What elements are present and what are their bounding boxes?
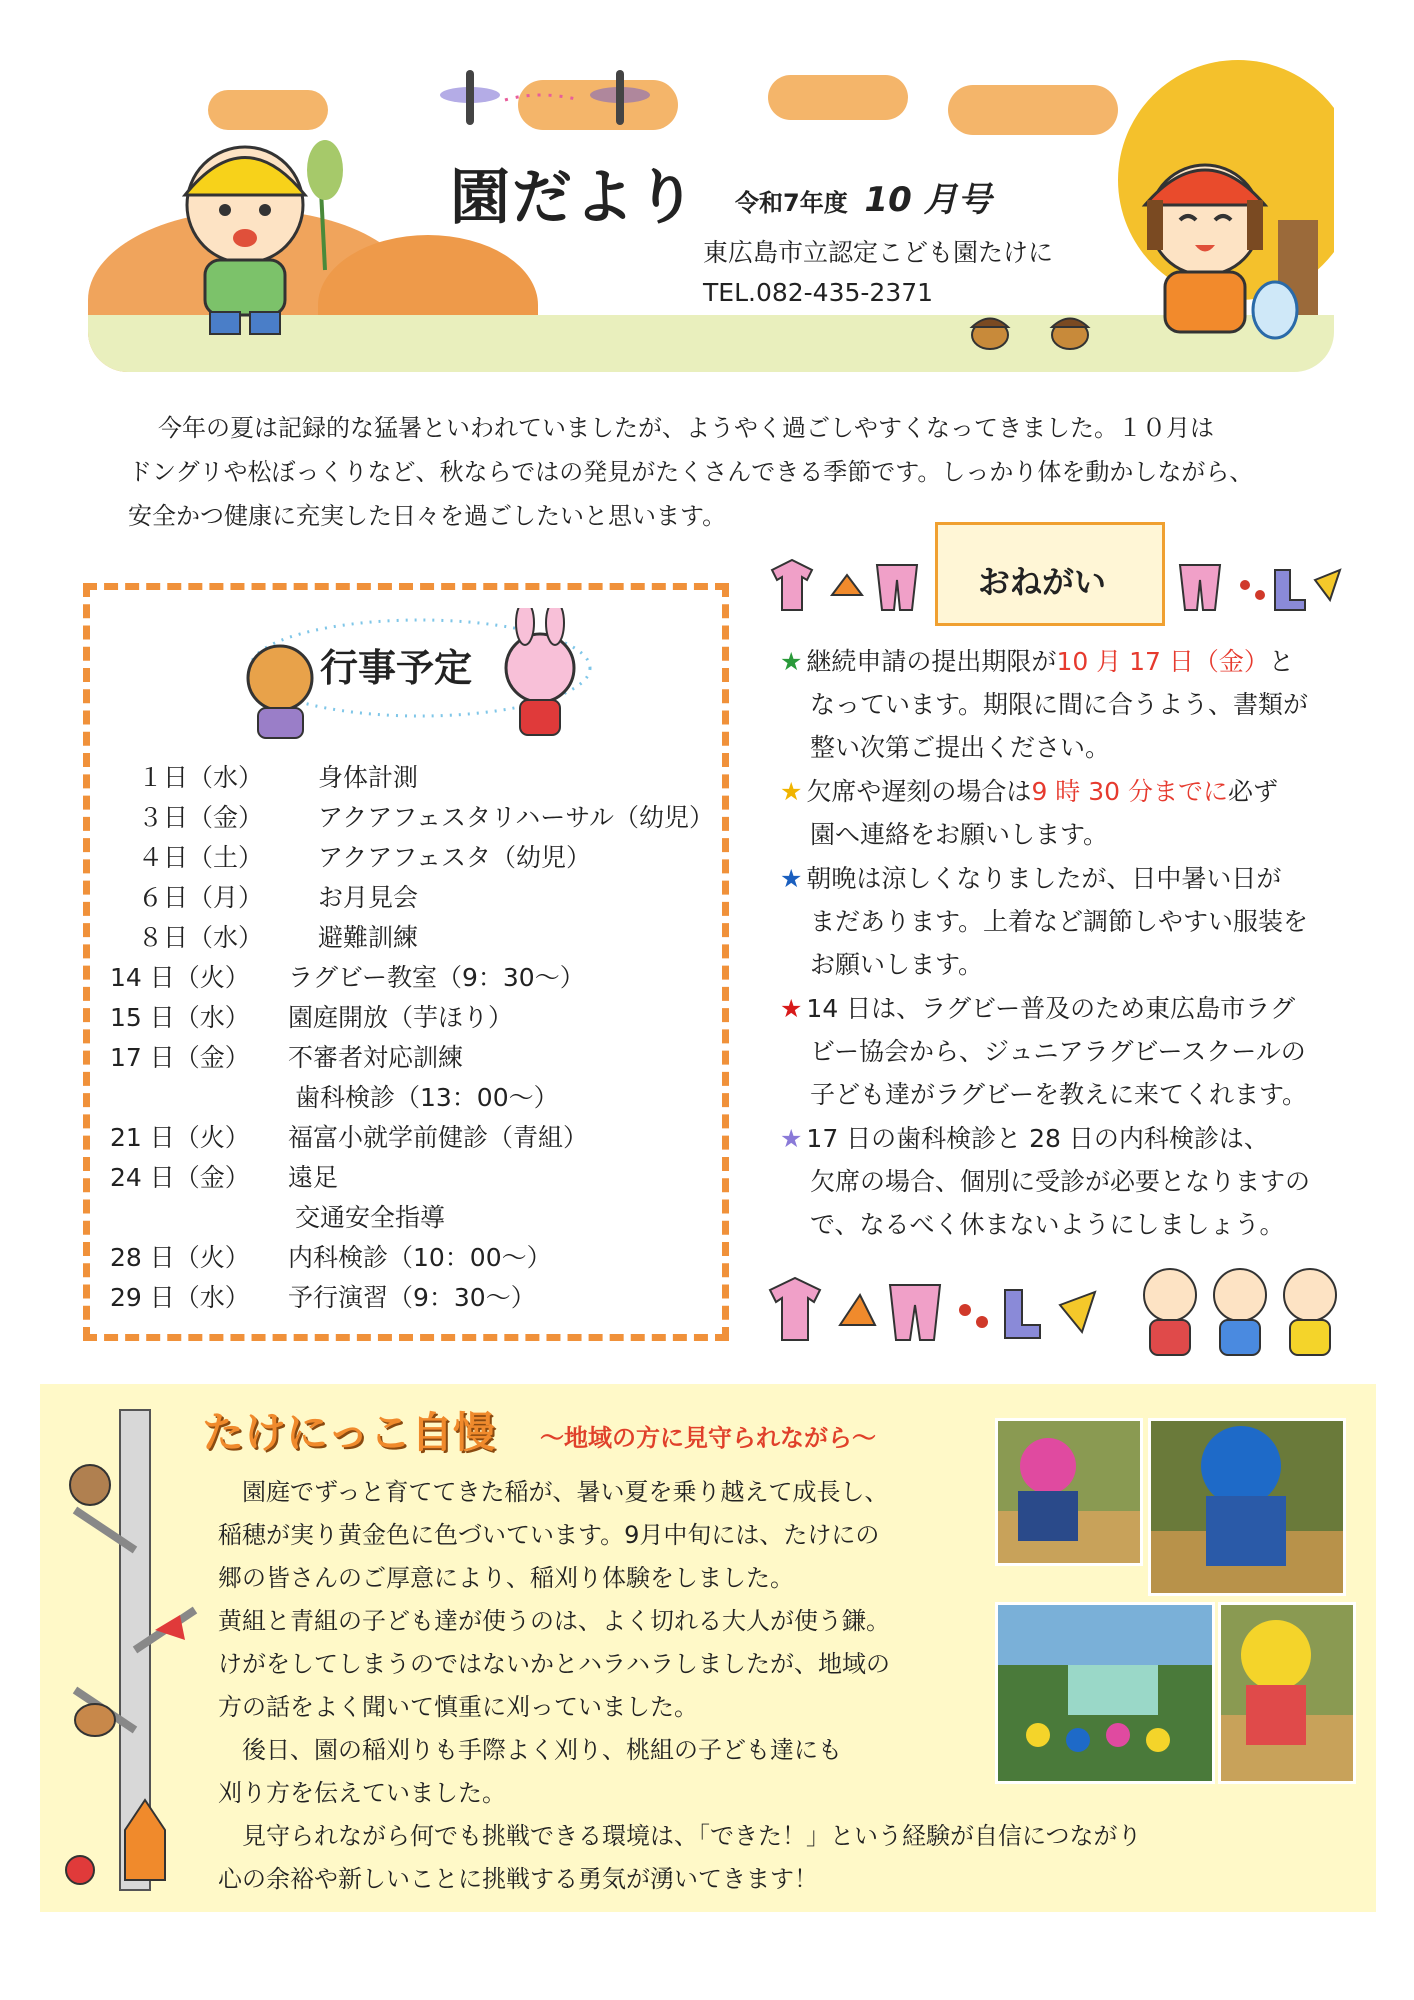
clothes-strip-icon <box>1170 555 1350 615</box>
rice-harvest-photo <box>1218 1602 1356 1784</box>
event-name: 福富小就学前健診（青組） <box>288 1123 589 1152</box>
star-icon: ★ <box>780 994 803 1023</box>
star-icon: ★ <box>780 864 803 893</box>
request-text: ビー協会から、ジュニアラグビースクールの <box>810 1037 1306 1066</box>
event-row <box>110 1078 559 1114</box>
event-row <box>138 918 418 954</box>
issue-label <box>735 172 992 221</box>
event-date: １日（水） <box>138 763 264 792</box>
onegai-title: おねがい <box>978 563 1107 601</box>
request-text: と <box>1268 647 1294 676</box>
clothes-strip-icon <box>762 555 932 615</box>
intro-paragraph <box>128 406 1318 538</box>
request-item <box>780 857 1320 986</box>
request-text: 園へ連絡をお願いします。 <box>810 820 1109 849</box>
request-text: 整い次第ご提出ください。 <box>810 733 1111 762</box>
issue-month: 10 月号 <box>864 180 992 220</box>
pride-line: 黄組と青組の子ども達が使うのは、よく切れる大人が使う鎌。 <box>218 1607 890 1635</box>
request-text: 朝晩は涼しくなりましたが、日中暑い日が <box>806 864 1282 893</box>
acorn-icon <box>960 305 1110 355</box>
event-name: アクアフェスタ（幼児） <box>318 843 592 872</box>
event-name: 身体計測 <box>318 763 419 792</box>
event-row <box>138 838 591 874</box>
event-date: 14 日（火） <box>110 963 250 992</box>
pride-line: 刈り方を伝えていました。 <box>218 1779 506 1807</box>
event-date: ８日（水） <box>138 923 264 952</box>
event-name: 避難訓練 <box>318 923 419 952</box>
event-date: ３日（金） <box>138 803 264 832</box>
children-illustration <box>1130 1260 1350 1360</box>
pride-line: 稲穂が実り黄金色に色づいています。9月中旬には、たけにの <box>218 1521 880 1549</box>
event-name: 園庭開放（芋ほり） <box>288 1003 514 1032</box>
event-row <box>138 758 418 794</box>
request-text: 14 日は、ラグビー普及のため東広島市ラグ <box>806 994 1296 1023</box>
request-item <box>780 770 1320 856</box>
tree-illustration <box>55 1400 205 1900</box>
intro-line: 今年の夏は記録的な猛暑といわれていましたが、ようやく過ごしやすくなってきました。１０月は <box>158 414 1214 442</box>
request-deadline: 9 時 30 分までに <box>1031 777 1228 806</box>
clothes-strip-icon <box>760 1270 1120 1350</box>
event-row <box>110 958 585 994</box>
event-row <box>110 1278 536 1314</box>
event-row <box>110 1198 445 1234</box>
event-name: 交通安全指導 <box>295 1203 446 1232</box>
star-icon: ★ <box>780 647 803 676</box>
issue-year: 令和7年度 <box>735 189 848 217</box>
school-tel: TEL.082-435-2371 <box>703 278 934 307</box>
event-date: 17 日（金） <box>110 1043 250 1072</box>
request-text: 17 日の歯科検診と 28 日の内科検診は、 <box>806 1124 1269 1153</box>
pride-line: 見守られながら何でも挑戦できる環境は、「できた！」という経験が自信につながり <box>218 1822 1142 1850</box>
pride-title: たけにっこ自慢 <box>202 1408 496 1457</box>
event-row <box>110 998 513 1034</box>
event-row <box>138 878 418 914</box>
rice-harvest-photo <box>1148 1418 1346 1596</box>
newsletter-title: 園だより <box>450 163 698 233</box>
event-name: 内科検診（10：00～） <box>288 1243 552 1272</box>
request-text: 必ず <box>1228 777 1279 806</box>
request-item <box>780 1117 1320 1246</box>
request-text: で、なるべく休まないようにしましょう。 <box>810 1210 1285 1239</box>
request-item <box>780 640 1320 769</box>
request-item <box>780 987 1320 1116</box>
event-date: 28 日（火） <box>110 1243 250 1272</box>
event-row <box>110 1158 338 1194</box>
pride-line: 方の話をよく聞いて慎重に刈っていました。 <box>218 1693 698 1721</box>
event-date: 15 日（水） <box>110 1003 250 1032</box>
pride-line: 心の余裕や新しいことに挑戦する勇気が湧いてきます！ <box>218 1865 818 1893</box>
event-row <box>138 798 714 834</box>
pride-subtitle: ～地域の方に見守られながら～ <box>540 1424 876 1452</box>
pride-line: 後日、園の稲刈りも手際よく刈り、桃組の子ども達にも <box>218 1736 842 1764</box>
school-name: 東広島市立認定こども園たけに <box>703 238 1054 267</box>
event-date: 21 日（火） <box>110 1123 250 1152</box>
request-text: なっています。期限に間に合うよう、書類が <box>810 690 1309 719</box>
pride-line: 園庭でずっと育ててきた稲が、暑い夏を乗り越えて成長し、 <box>218 1478 889 1506</box>
event-name: 歯科検診（13：00～） <box>295 1083 559 1112</box>
event-name: 不審者対応訓練 <box>288 1043 464 1072</box>
event-date: ４日（土） <box>138 843 264 872</box>
event-row <box>110 1038 463 1074</box>
pride-line: 郷の皆さんのご厚意により、稲刈り体験をしました。 <box>218 1564 794 1592</box>
events-title: 行事予定 <box>320 646 473 690</box>
request-deadline: 10 月 17 日（金） <box>1056 647 1269 676</box>
star-icon: ★ <box>780 1124 803 1153</box>
request-text: 欠席の場合、個別に受診が必要となりますの <box>810 1167 1311 1196</box>
event-date: ６日（月） <box>138 883 264 912</box>
group-photo <box>995 1602 1215 1784</box>
event-row <box>110 1238 552 1274</box>
dragonfly-icon <box>430 60 670 130</box>
request-text: 継続申請の提出期限が <box>806 647 1057 676</box>
event-name: 遠足 <box>288 1163 339 1192</box>
request-text: 欠席や遅刻の場合は <box>806 777 1032 806</box>
request-text: 子ども達がラグビーを教えに来てくれます。 <box>810 1080 1308 1109</box>
intro-line: 安全かつ健康に充実した日々を過ごしたいと思います。 <box>128 502 727 530</box>
event-date: 24 日（金） <box>110 1163 250 1192</box>
star-icon: ★ <box>780 777 803 806</box>
event-name: ラグビー教室（9：30～） <box>288 963 585 992</box>
event-date: 29 日（水） <box>110 1283 250 1312</box>
rice-harvest-photo <box>995 1418 1143 1566</box>
event-name: 予行演習（9：30～） <box>288 1283 536 1312</box>
pride-line: けがをしてしまうのではないかとハラハラしましたが、地域の <box>218 1650 890 1678</box>
boy-illustration <box>150 130 370 340</box>
request-text: お願いします。 <box>810 950 984 979</box>
event-name: アクアフェスタリハーサル（幼児） <box>318 803 715 832</box>
request-text: まだあります。上着など調節しやすい服装を <box>810 907 1309 936</box>
event-name: お月見会 <box>318 883 419 912</box>
event-row <box>110 1118 588 1154</box>
intro-line: ドングリや松ぼっくりなど、秋ならではの発見がたくさんできる季節です。しっかり体を動かしながら、 <box>128 458 1254 486</box>
girl-illustration <box>1110 140 1310 360</box>
